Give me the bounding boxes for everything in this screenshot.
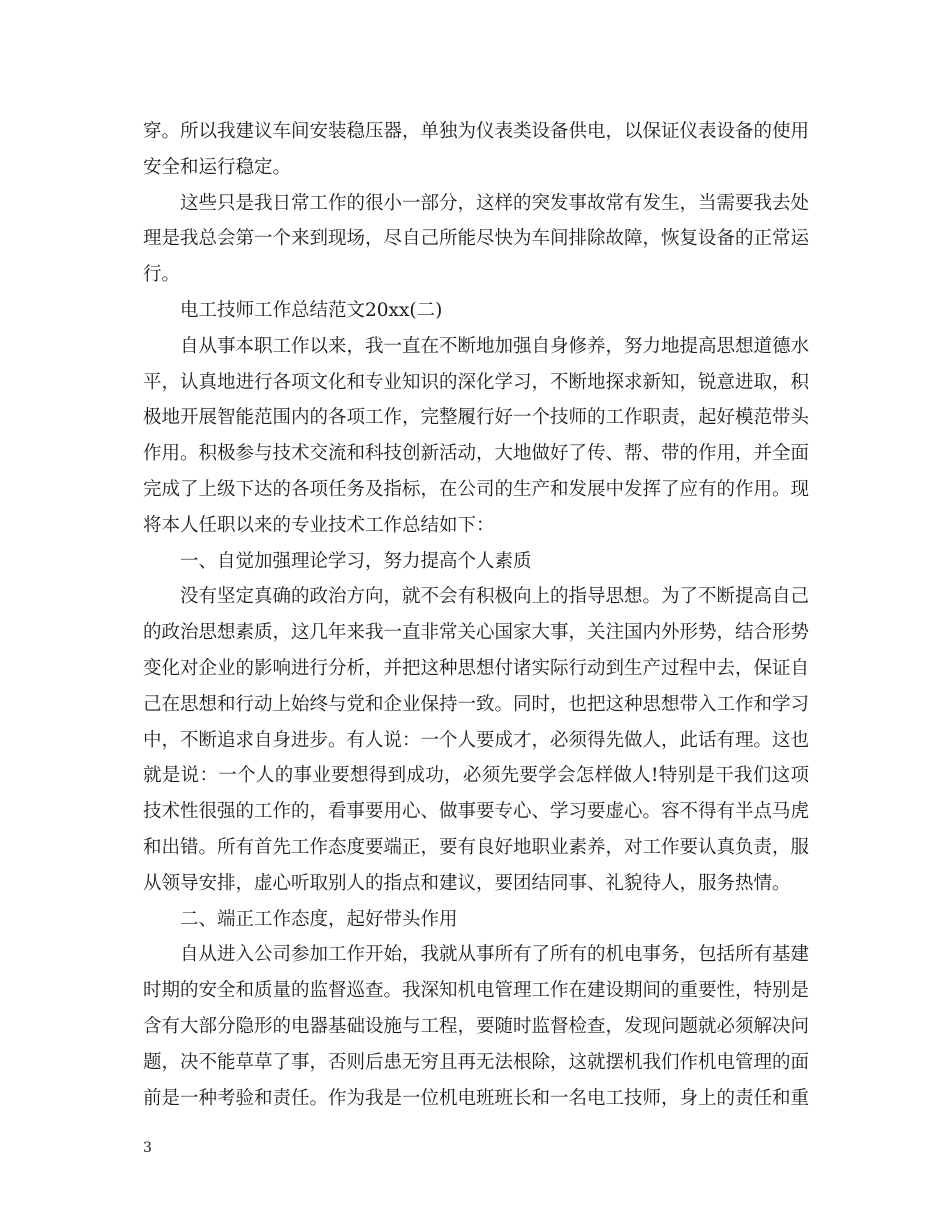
section-title: 电工技师工作总结范文20xx(二) — [180, 299, 443, 321]
heading-one: 一、自觉加强理论学习，努力提高个人素质 — [180, 550, 532, 572]
paragraph-2: 这些只是我日常工作的很小一部分，这样的突发事故常有发生，当需要我去处理是我总会第一个来到现场，尽自己所能尽快为车间排除故障，恢复设备的正常运行。 — [143, 192, 810, 286]
page-number: 3 — [143, 1140, 152, 1156]
paragraph-intro: 自从事本职工作以来，我一直在不断地加强自身修养，努力地提高思想道德水平，认真地进行各项文化和专业知识的深化学习，不断地探求新知，锐意进取，积极地开展智能范围内的各项工作，完整履行好一个技师的工作职责，起好模范带头作用。积极参与技术交流和科技创新活动，大地做好了传、帮、带的作用，并全面完成了上级下达的各项任务及指标，在公司的生产和发展中发挥了应有的作用。现将本人任职以来的专业技术工作总结如下： — [143, 335, 810, 536]
paragraph-attitude: 自从进入公司参加工作开始，我就从事所有了所有的机电事务，包括所有基建时期的安全和质量的监督巡查。我深知机电管理工作在建设期间的重要性，特别是含有大部分隐形的电器基础设施与工程，要随时监督检查，发现问题就必须解决问题，决不能草草了事，否则后患无穷且再无法根除，这就摆机我们作机电管理的面前是一种考验和责任。作为我是一位机电班班长和一名电工技师，身上的责任和重 — [143, 944, 810, 1109]
document-body — [143, 114, 809, 1116]
heading-two: 二、端正工作态度，起好带头作用 — [180, 908, 458, 930]
paragraph-theory: 没有坚定真确的政治方向，就不会有积极向上的指导思想。为了不断提高自己的政治思想素质，这几年来我一直非常关心国家大事，关注国内外形势，结合形势变化对企业的影响进行分析，并把这种思想付诸实际行动到生产过程中去，保证自己在思想和行动上始终与党和企业保持一致。同时，也把这种思想带入工作和学习中，不断追求自身进步。有人说：一个人要成才，必须得先做人，此话有理。这也就是说：一个人的事业要想得到成功，必须先要学会怎样做人!特别是干我们这项技术性很强的工作的，看事要用心、做事要专心、学习要虚心。容不得有半点马虎和出错。所有首先工作态度要端正，要有良好地职业素养，对工作要认真负责，服从领导安排，虚心听取别人的指点和建议，要团结同事、礼貌待人，服务热情。 — [143, 586, 810, 894]
paragraph-1: 穿。所以我建议车间安装稳压器，单独为仪表类设备供电，以保证仪表设备的使用安全和运行稳定。 — [143, 121, 810, 178]
